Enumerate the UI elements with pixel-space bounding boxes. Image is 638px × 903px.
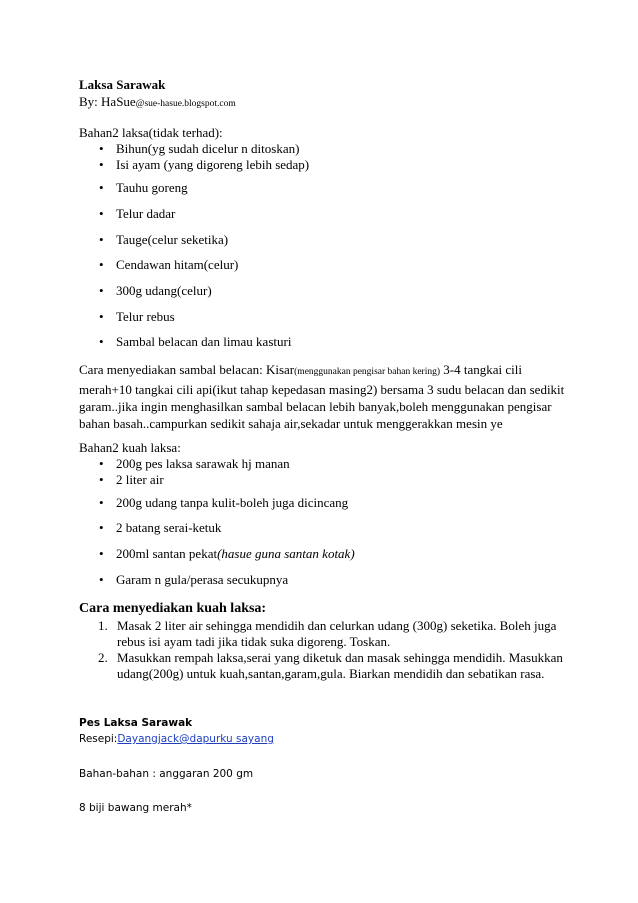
laksa-ingredients-list xyxy=(79,334,569,350)
laksa-ingredients-list xyxy=(79,206,569,222)
kuah-ingredients-list xyxy=(79,546,569,562)
laksa-ingredients-list xyxy=(79,141,569,173)
laksa-ingredients-list xyxy=(79,180,569,196)
recipe-title: Laksa Sarawak xyxy=(79,77,166,92)
list-item: • 300g udang(celur) xyxy=(79,283,569,299)
byline-site: @sue-hasue.blogspot.com xyxy=(135,99,236,109)
laksa-ingredients-list xyxy=(79,257,569,273)
list-item: • 2 liter air xyxy=(79,472,569,488)
bahan-line: Bahan-bahan : anggaran 200 gm xyxy=(79,768,254,780)
sambal-paragraph: Cara menyediakan sambal belacan: Kisar(menggunakan pengisar bahan kering) 3-4 tangkai cili merah+10 tangkai cili api(ikut tahap kepedasan masing2) bersama 3 sudu belacan dan sedikit garam..jika ingin menghasilkan sambal belacan lebih banyak,boleh menggunakan pengisar bahan basah..campurkan sedikit sahaja air,sekadar untuk menggerakkan mesin ye xyxy=(79,362,565,431)
laksa-ingredients-list xyxy=(79,309,569,325)
list-item: • Sambal belacan dan limau kasturi xyxy=(79,334,569,350)
laksa-ingredients-list xyxy=(79,283,569,299)
list-item: • Tauge(celur seketika) xyxy=(79,232,569,248)
list-item: • 200g pes laksa sarawak hj manan xyxy=(79,456,569,472)
pes-title: Pes Laksa Sarawak xyxy=(79,717,193,729)
method-heading: Cara menyediakan kuah laksa: xyxy=(79,601,267,616)
laksa-ingredients-list xyxy=(79,232,569,248)
list-item: 1. Masak 2 liter air sehingga mendidih dan celurkan udang (300g) seketika. Boleh juga rebus isi ayam tadi jika tidak suka digoreng. Toskan. xyxy=(98,618,557,649)
list-item: • 200g udang tanpa kulit-boleh juga dicincang xyxy=(79,495,569,511)
kuah-ingredients-list xyxy=(79,495,569,511)
list-item: • Telur dadar xyxy=(79,206,569,222)
resepi-link[interactable]: Dayangjack@dapurku sayang xyxy=(117,733,274,745)
list-item: • 200ml santan pekat(hasue guna santan kotak) xyxy=(79,546,569,562)
list-item: • Cendawan hitam(celur) xyxy=(79,257,569,273)
resepi-line: Resepi:Dayangjack@dapurku sayang xyxy=(79,733,274,745)
method-steps xyxy=(79,618,569,682)
pes-item: 8 biji bawang merah* xyxy=(79,802,192,814)
list-item: • 2 batang serai-ketuk xyxy=(79,520,569,536)
laksa-ingredients-heading: Bahan2 laksa(tidak terhad): xyxy=(79,125,223,140)
kuah-ingredients-list xyxy=(79,456,569,488)
kuah-ingredients-heading: Bahan2 kuah laksa: xyxy=(79,440,181,455)
byline xyxy=(79,94,569,112)
list-item: • Telur rebus xyxy=(79,309,569,325)
kuah-ingredients-list xyxy=(79,572,569,588)
list-item: 2. Masukkan rempah laksa,serai yang diketuk dan masak sehingga mendidih. Masukkan udang(200g) untuk kuah,santan,garam,gula. Biarkan mendidih dan sebatikan rasa. xyxy=(98,650,563,681)
list-item: • Garam n gula/perasa secukupnya xyxy=(79,572,569,588)
list-item: • Isi ayam (yang digoreng lebih sedap) xyxy=(79,157,569,173)
list-item: • Bihun(yg sudah dicelur n ditoskan) xyxy=(79,141,569,157)
byline-author: By: HaSue xyxy=(79,94,136,109)
list-item: • Tauhu goreng xyxy=(79,180,569,196)
kuah-ingredients-list xyxy=(79,520,569,536)
